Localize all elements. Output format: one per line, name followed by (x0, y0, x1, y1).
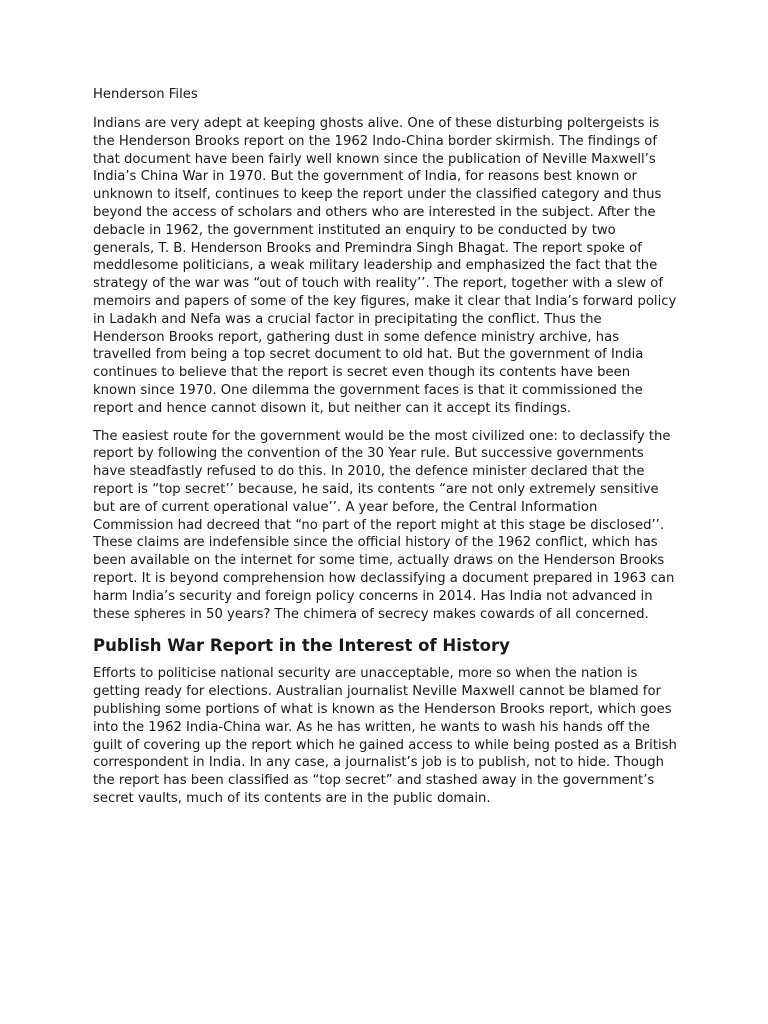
paragraph-ghosts: Indians are very adept at keeping ghosts alive. One of these disturbing poltergeists is the Henderson Brooks report on the 1962 Indo-China border skirmish. The findings of that document have been fairly well known since the publication of Neville Maxwell’s India’s China War in 1970. But the government of India, for reasons best known or unknown to itself, continues to keep the report under the classified category and thus beyond the access of scholars and others who are interested in the subject. After the debacle in 1962, the government instituted an enquiry to be conducted by two generals, T. B. Henderson Brooks and Premindra Singh Bhagat. The report spoke of meddlesome politicians, a weak military leadership and emphasized the fact that the strategy of the war was “out of touch with reality’’. The report, together with a slew of memoirs and papers of some of the key figures, make it clear that India’s forward policy in Ladakh and Nefa was a crucial factor in precipitating the conflict. Thus the Henderson Brooks report, gathering dust in some defence ministry archive, has travelled from being a top secret document to old hat. But the government of India continues to believe that the report is secret even though its contents have been known since 1970. One dilemma the government faces is that it commissioned the report and hence cannot disown it, but neither can it accept its findings. (93, 116, 677, 416)
paragraph-declassify: The easiest route for the government would be the most civilized one: to declassify the report by following the convention of the 30 Year rule. But successive governments have steadfastly refused to do this. In 2010, the defence minister declared that the report is “top secret’’ because, he said, its contents “are not only extremely sensitive but are of current operational value’’. A year before, the Central Information Commission had decreed that “no part of the report might at this stage be disclosed’’. These claims are indefensible since the official history of the 1962 conflict, which has been available on the internet for some time, actually draws on the Henderson Brooks report. It is beyond comprehension how declassifying a document prepared in 1963 can harm India’s security and foreign policy concerns in 2014. Has India not advanced in these spheres in 50 years? The chimera of secrecy makes cowards of all concerned. (93, 428, 675, 622)
document-title: Henderson Files (93, 87, 198, 102)
paragraph-politicise: Efforts to politicise national security are unacceptable, more so when the nation is getting ready for elections. Australian journalist Neville Maxwell cannot be blamed for publishing some portions of what is known as the Henderson Brooks report, which goes into the 1962 India-China war. As he has written, he wants to wash his hands off the guilt of covering up the report which he gained access to while being posted as a British correspondent in India. In any case, a journalist’s job is to publish, not to hide. Though the report has been classified as “top secret” and stashed away in the government’s secret vaults, much of its contents are in the public domain. (93, 666, 677, 806)
section-heading: Publish War Report in the Interest of History (93, 636, 510, 656)
document-page (93, 86, 677, 818)
